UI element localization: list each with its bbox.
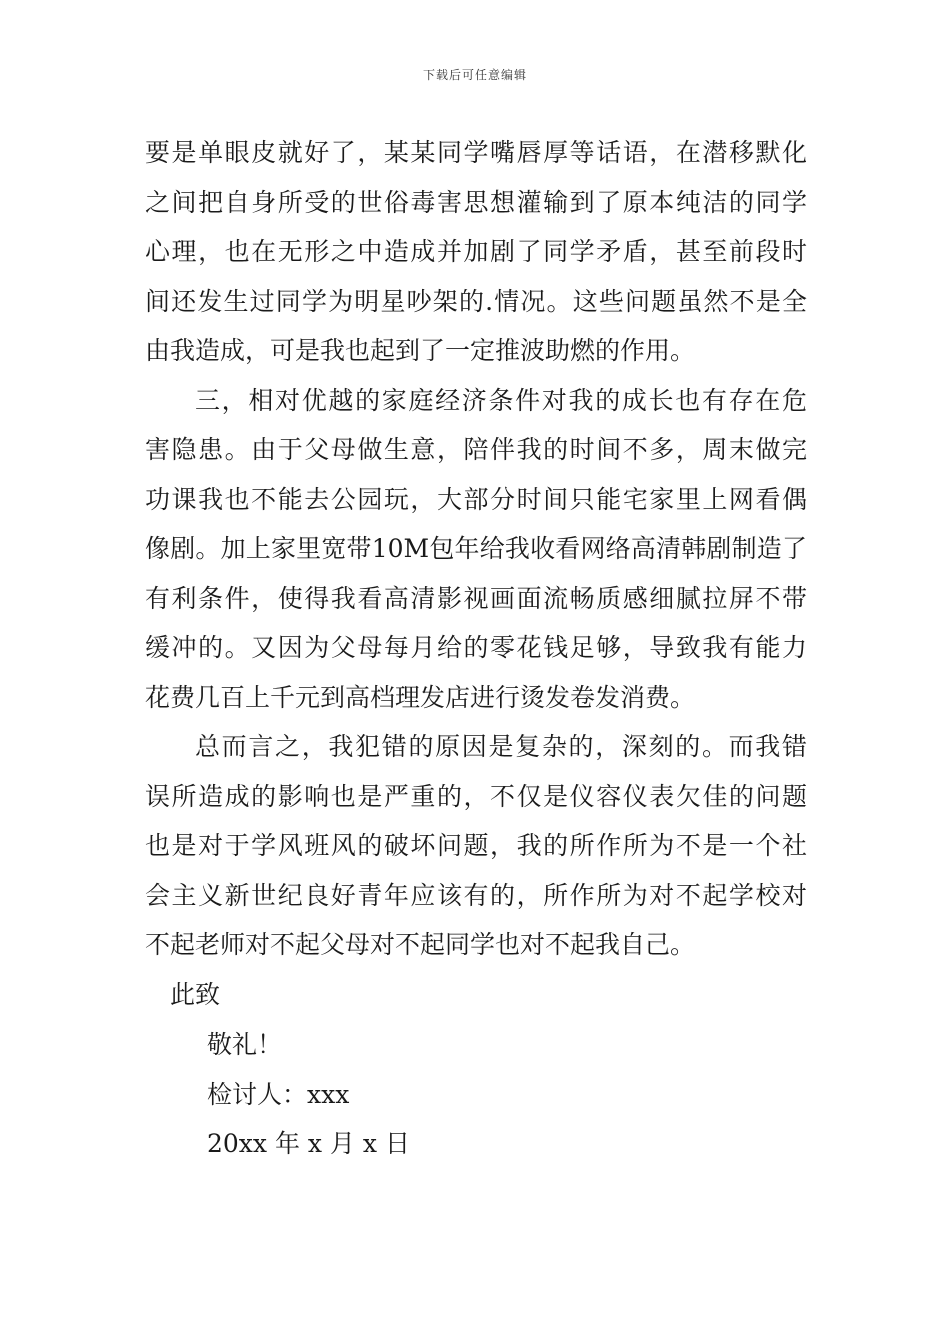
text-line: 总而言之，我犯错的原因是复杂的，深刻的。而我错 bbox=[195, 732, 807, 761]
text-line: 害隐患。由于父母做生意，陪伴我的时间不多，周末做完 bbox=[145, 435, 807, 464]
text-line: 心理，也在无形之中造成并加剧了同学矛盾，甚至前段时 bbox=[145, 237, 807, 266]
text-line: 功课我也不能去公园玩，大部分时间只能宅家里上网看偶 bbox=[145, 484, 807, 514]
text-line: 间还发生过同学为明星吵架的.情况。这些问题虽然不是全 bbox=[145, 286, 807, 316]
page-header: 下载后可任意编辑 bbox=[422, 68, 527, 82]
paragraph-3 bbox=[145, 722, 807, 970]
paragraph-2 bbox=[145, 376, 807, 723]
text-line: 缓冲的。又因为父母每月给的零花钱足够，导致我有能力 bbox=[145, 633, 807, 662]
closing-regards: 敬礼！ bbox=[207, 1030, 283, 1059]
date-line: 20xx 年 x 月 x 日 bbox=[207, 1129, 410, 1158]
closing-salutation: 此致 bbox=[170, 980, 221, 1009]
text-line: 会主义新世纪良好青年应该有的，所作所为对不起学校对 bbox=[145, 880, 807, 910]
document-body bbox=[145, 128, 807, 970]
text-line: 之间把自身所受的世俗毒害思想灌输到了原本纯洁的同学 bbox=[145, 187, 807, 217]
text-line: 有利条件，使得我看高清影视画面流畅质感细腻拉屏不带 bbox=[145, 583, 807, 613]
text-line: 误所造成的影响也是严重的，不仅是仪容仪表欠佳的问题 bbox=[145, 781, 807, 811]
text-line: 像剧。加上家里宽带10M包年给我收看网络高清韩剧制造了 bbox=[145, 534, 807, 563]
text-line: 三，相对优越的家庭经济条件对我的成长也有存在危 bbox=[195, 385, 807, 415]
text-line: 花费几百上千元到高档理发店进行烫发卷发消费。 bbox=[145, 682, 696, 712]
text-line: 不起老师对不起父母对不起同学也对不起我自己。 bbox=[145, 930, 696, 959]
text-line: 要是单眼皮就好了，某某同学嘴唇厚等话语，在潜移默化 bbox=[145, 138, 807, 167]
text-line: 也是对于学风班风的破坏问题，我的所作所为不是一个社 bbox=[145, 831, 807, 860]
signer-line: 检讨人：xxx bbox=[207, 1080, 350, 1109]
paragraph-1 bbox=[145, 128, 807, 376]
text-line: 由我造成，可是我也起到了一定推波助燃的作用。 bbox=[145, 336, 696, 365]
